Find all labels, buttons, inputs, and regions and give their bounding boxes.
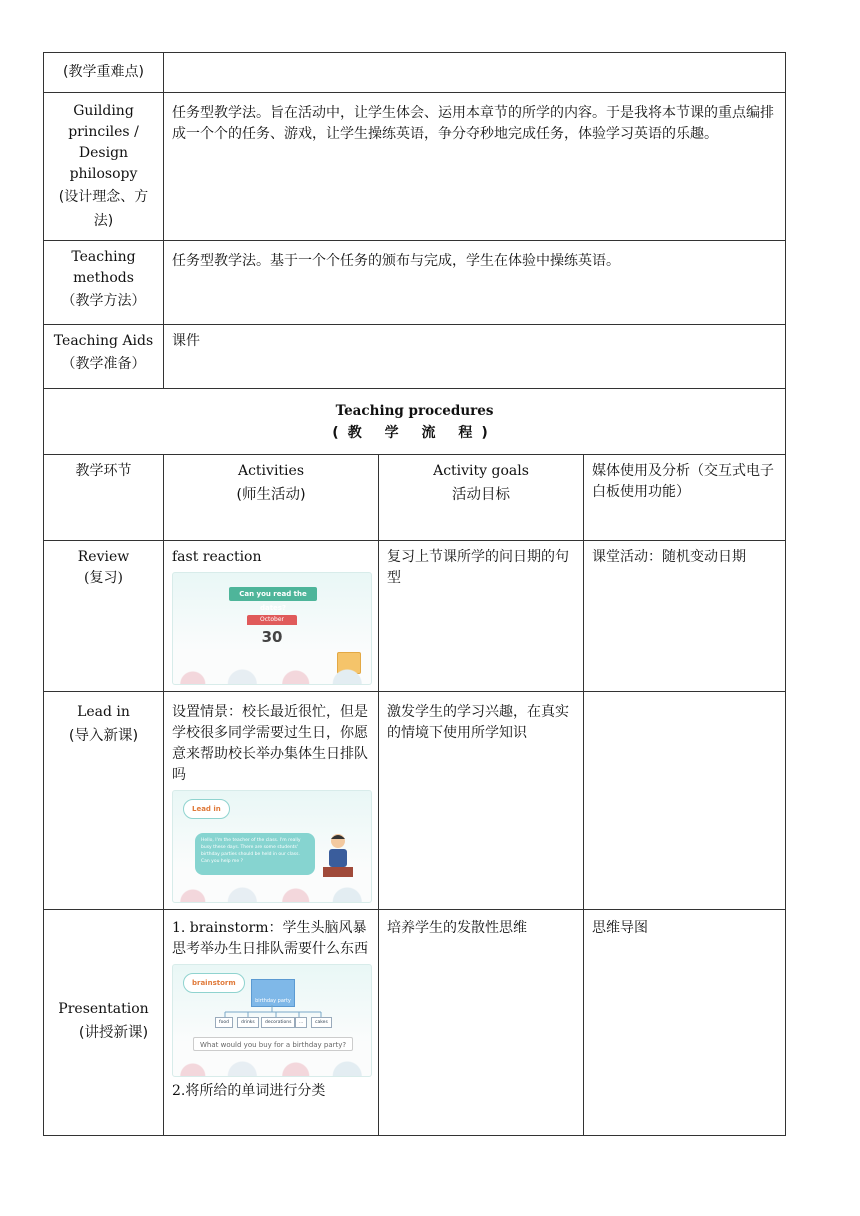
row-headers xyxy=(44,455,786,541)
procedures-title xyxy=(44,389,786,455)
row-lead-in xyxy=(44,692,786,910)
mindmap-leaf: cakes xyxy=(311,1017,332,1028)
activity-presentation xyxy=(164,910,379,1136)
stage-presentation-en: Presentation xyxy=(58,1001,149,1017)
row-review xyxy=(44,541,786,692)
mindmap-leaf: food xyxy=(215,1017,233,1028)
slide-brainstorm xyxy=(172,964,372,1077)
slide-cloud-decoration xyxy=(173,1060,371,1076)
mindmap-leaf: ... xyxy=(295,1017,307,1028)
label-methods-en: Teaching methods xyxy=(71,249,136,286)
slide-dates xyxy=(172,572,372,685)
content-aids: 课件 xyxy=(164,325,786,389)
row-guiding xyxy=(44,93,786,241)
slide-dates-banner: Can you read the dates? xyxy=(229,587,317,601)
activity-presentation-1: 1. brainstorm：学生头脑风暴思考举办生日排队需要什么东西 xyxy=(172,920,368,957)
slide-lead-in-tag: Lead in xyxy=(183,799,230,819)
stage-lead-in xyxy=(44,692,164,910)
slide-lead-in xyxy=(172,790,372,903)
stage-presentation xyxy=(44,910,164,1136)
header-goals-zh: 活动目标 xyxy=(452,487,510,503)
activity-lead-in-text: 设置情景：校长最近很忙，但是学校很多同学需要过生日，你愿意来帮助校长举办集体生日排队吗 xyxy=(172,704,368,783)
content-key-points xyxy=(164,53,786,93)
activity-review-text: fast reaction xyxy=(172,549,262,565)
label-aids xyxy=(44,325,164,389)
header-goals xyxy=(379,455,584,541)
label-guiding-zh: (设计理念、方法) xyxy=(58,188,149,229)
label-aids-en: Teaching Aids xyxy=(53,333,154,349)
header-goals-en: Activity goals xyxy=(433,463,529,479)
stage-review-en: Review xyxy=(77,549,130,565)
row-aids xyxy=(44,325,786,389)
procedures-title-en: Teaching procedures xyxy=(335,403,494,419)
row-key-points xyxy=(44,53,786,93)
activity-lead-in xyxy=(164,692,379,910)
stage-review xyxy=(44,541,164,692)
row-presentation xyxy=(44,910,786,1136)
media-review: 课堂活动：随机变动日期 xyxy=(584,541,786,692)
slide-lead-in-bubble: Hello, I'm the teacher of the class. I'm really busy these days. There are some students' birthday parties should be held in our class. Can you help me ? xyxy=(195,833,315,875)
label-guiding xyxy=(44,93,164,241)
teacher-icon xyxy=(321,831,355,881)
goal-presentation: 培养学生的发散性思维 xyxy=(379,910,584,1136)
row-procedures-title xyxy=(44,389,786,455)
goal-review: 复习上节课所学的问日期的句型 xyxy=(379,541,584,692)
mindmap-leaf: decorations xyxy=(261,1017,295,1028)
slide-cloud-decoration xyxy=(173,668,371,684)
slide-brainstorm-center-label: birthday party xyxy=(255,998,291,1004)
stage-lead-in-en: Lead in xyxy=(77,704,130,720)
header-stage: 教学环节 xyxy=(44,455,164,541)
media-lead-in xyxy=(584,692,786,910)
lesson-plan-table xyxy=(43,52,786,1136)
header-activities-zh: (师生活动) xyxy=(236,487,306,503)
procedures-title-zh: (教 学 流 程) xyxy=(332,425,497,441)
row-methods xyxy=(44,241,786,325)
header-activities xyxy=(164,455,379,541)
header-activities-en: Activities xyxy=(237,463,304,479)
stage-lead-in-zh: (导入新课) xyxy=(68,728,139,744)
label-key-points: (教学重难点) xyxy=(44,53,164,93)
content-guiding: 任务型教学法。旨在活动中，让学生体会、运用本章节的所学的内容。于是我将本节课的重点编排成一个个的任务、游戏，让学生操练英语，争分夺秒地完成任务，体验学习英语的乐趣。 xyxy=(164,93,786,241)
content-methods: 任务型教学法。基于一个个任务的颁布与完成，学生在体验中操练英语。 xyxy=(164,241,786,325)
slide-brainstorm-tag: brainstorm xyxy=(183,973,245,993)
media-presentation: 思维导图 xyxy=(584,910,786,1136)
slide-dates-month: October xyxy=(247,615,297,625)
goal-lead-in: 激发学生的学习兴趣，在真实的情境下使用所学知识 xyxy=(379,692,584,910)
slide-cloud-decoration xyxy=(173,886,371,902)
activity-presentation-2: 2.将所给的单词进行分类 xyxy=(172,1083,326,1099)
stage-presentation-zh: (讲授新课) xyxy=(78,1025,149,1041)
activity-review xyxy=(164,541,379,692)
slide-brainstorm-question: What would you buy for a birthday party? xyxy=(193,1037,353,1051)
header-media: 媒体使用及分析（交互式电子白板使用功能） xyxy=(584,455,786,541)
stage-review-zh: (复习) xyxy=(84,570,123,586)
label-methods xyxy=(44,241,164,325)
mindmap-leaf: drinks xyxy=(237,1017,259,1028)
label-guiding-en: Guilding princiles / Design philosopy xyxy=(68,102,139,182)
label-aids-zh: （教学准备） xyxy=(61,356,146,372)
slide-dates-day: 30 xyxy=(261,628,283,646)
label-methods-zh: （教学方法） xyxy=(61,293,146,309)
